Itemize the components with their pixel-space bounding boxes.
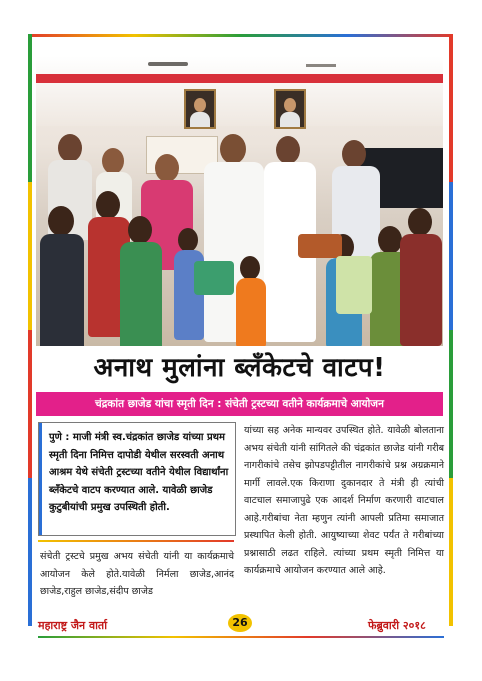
column-divider [38, 540, 234, 542]
decorative-frame-right [449, 34, 453, 626]
footer-publication-name: महाराष्ट्र जैन वार्ता [38, 619, 108, 632]
photo-ceiling [36, 56, 443, 126]
blanket-item [298, 234, 342, 258]
footer-page-number: 26 [228, 614, 252, 632]
lead-box-stripe [39, 423, 42, 535]
ceiling-light-icon [306, 64, 336, 67]
wall-portrait-left [184, 89, 216, 129]
event-photo [36, 56, 443, 346]
right-column-paragraph: यांच्या सह अनेक मान्यवर उपस्थित होते. यावेळी बोलताना अभय संचेती यांनी सांगितले की चंद्रकांत छाजेड यांनी गरीब नागरीकांचे तसेच झोपडपट्टीतील नागरीकांचे प्रश्न अग्रक्रमाने मार्गी लावले.एक किराणा दुकानदार ते मंत्री ही त्यांची वाटचाल समाजापुढे एक आदर्श निर्माण करणारी वाटचाल आहे.गरीबांचा नेता म्हणुन त्यांनी आपली प्रतिमा समाजात प्रस्थापित केली होती. आयुष्याच्या शेवट पर्यंत ते गरीबांच्या प्रश्नासाठी लढत राहिले. त्यांच्या प्रथम स्मृती निमित्त या कार्यक्रमाचे आयोजन करण्यात आले आहे. [244, 425, 444, 576]
photo-red-beam [36, 74, 443, 83]
article-subheadline: चंद्रकांत छाजेड यांचा स्मृती दिन : संचेती ट्रस्टच्या वतीने कार्यक्रमाचे आयोजन [36, 392, 443, 416]
article-headline: अनाथ मुलांना ब्लँकेटचे वाटप! [93, 353, 386, 383]
wall-portrait-right [274, 89, 306, 129]
decorative-frame-left [28, 34, 32, 626]
decorative-frame-top [28, 34, 453, 37]
lead-paragraph: पुणे : माजी मंत्री स्व.चंद्रकांत छाजेड यांच्या प्रथम स्मृती दिना निमित्त दापोडी येथील सरस्वती अनाथ आश्रम येथे संचेती ट्रस्टच्या वतीने येथील विद्यार्थांना ब्लँकेटचे वाटप करण्यात आले. यावेळी छाजेड कुटुबीयांची प्रमुख उपस्थिती होती. [49, 432, 229, 513]
footer-issue-date: फेब्रुवारी २०१८ [368, 619, 426, 632]
blanket-item [194, 261, 234, 295]
blanket-item [336, 256, 372, 314]
lead-paragraph-box [38, 422, 236, 536]
left-column-paragraph: संचेती ट्रस्टचे प्रमुख अभय संचेती यांनी या कार्यक्रमाचे आयोजन केले होते.यावेळी निर्मला छाजेड,आनंद छाजेड,राहुल छाजेड,संदीप छाजेड [40, 551, 234, 597]
ceiling-fan-icon [148, 62, 188, 66]
footer-rule [38, 636, 444, 638]
